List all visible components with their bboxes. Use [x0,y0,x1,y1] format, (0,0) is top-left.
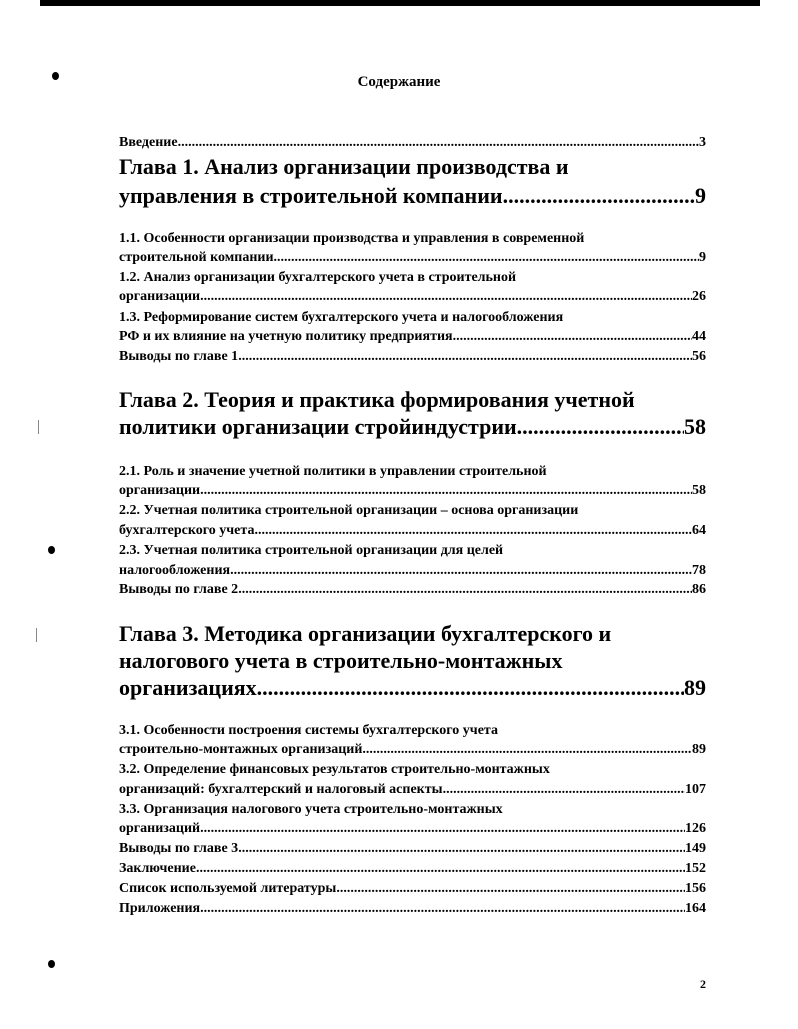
toc-entry-label: Выводы по главе 1 [119,349,239,364]
toc-entry-label: Заключение [119,861,196,876]
toc-section-1-2-title: 1.2. Анализ организации бухгалтерского учета в строительной [119,270,517,285]
toc-page-number: 9 [699,250,706,265]
toc-entry-section-3-2[interactable] [119,780,706,800]
scan-artifact [38,420,39,434]
toc-entry-literature[interactable] [119,879,706,899]
toc-chapter-3-title-cont: налогового учета в строительно-монтажных [119,648,563,673]
toc-section-3-1-title: 3.1. Особенности построения системы бухгалтерского учета [119,723,498,738]
toc-entry-conclusions-2[interactable] [119,580,706,600]
toc-page-number: 149 [685,841,706,856]
toc-entry-section-1-2[interactable] [119,287,706,307]
toc-page-number: 164 [685,901,706,916]
toc-page-number: 78 [692,563,706,578]
toc-section-3-2-title: 3.2. Определение финансовых результатов строительно-монтажных [119,762,550,777]
page-number: 2 [700,977,706,991]
toc-page-number: 64 [692,523,706,538]
toc-chapter-1-title: Глава 1. Анализ организации производства и [119,154,569,179]
toc-entry-section-3-3[interactable] [119,819,706,839]
toc-entry-label: РФ и их влияние на учетную политику предприятия [119,329,453,344]
hole-punch-mark [48,546,55,554]
toc-entry-conclusions-1[interactable] [119,347,706,367]
toc-page-number: 56 [692,349,706,364]
toc-entry-label: управления в строительной компании [119,183,503,208]
toc-chapter-3-title: Глава 3. Методика организации бухгалтерского и [119,621,612,646]
toc-entry-conclusions-3[interactable] [119,839,706,859]
toc-page-number: 156 [685,881,706,896]
toc-page-number: 26 [692,289,706,304]
toc-chapter-2-title: Глава 2. Теория и практика формирования учетной [119,387,635,412]
toc-section-2-3-title: 2.3. Учетная политика строительной организации для целей [119,543,504,558]
toc-entry-label: организации [119,483,201,498]
toc-entry-chapter-2[interactable] [119,412,706,441]
toc-section-1-1-title: 1.1. Особенности организации производства и управления в современной [119,231,585,246]
toc-entry-label: политики организации стройиндустрии [119,414,517,439]
toc-entry-conclusion[interactable] [119,859,706,879]
toc-page-number: 9 [695,183,706,208]
scan-artifact [36,628,37,642]
toc-page-number: 86 [692,582,706,597]
toc-entry-label: Выводы по главе 3 [119,841,239,856]
toc-page-number: 3 [699,135,706,150]
toc-entry-intro[interactable] [119,133,706,153]
scan-border-top [40,0,760,6]
toc-entry-section-1-1[interactable] [119,248,706,268]
toc-entry-section-3-1[interactable] [119,740,706,760]
toc-entry-label: Приложения [119,901,201,916]
toc-page-number: 44 [692,329,706,344]
toc-section-1-3-title: 1.3. Реформирование систем бухгалтерского учета и налогообложения [119,310,564,325]
toc-entry-section-2-1[interactable] [119,481,706,501]
toc-entry-chapter-1[interactable] [119,181,706,210]
toc-page-number: 126 [685,821,706,836]
toc-page-number: 89 [692,742,706,757]
toc-section-2-2-title: 2.2. Учетная политика строительной организации – основа организации [119,503,579,518]
toc-entry-label: организации [119,289,201,304]
toc-entry-label: строительной компании [119,250,274,265]
toc-entry-label: налогообложения [119,563,231,578]
toc-entry-section-1-3[interactable] [119,327,706,347]
toc-entry-label: Введение [119,135,178,150]
page-title: Содержание [357,74,441,90]
toc-entry-appendix[interactable] [119,899,706,919]
toc-section-2-1-title: 2.1. Роль и значение учетной политики в управлении строительной [119,464,547,479]
toc-entry-section-2-2[interactable] [119,521,706,541]
toc-entry-label: строительно-монтажных организаций [119,742,363,757]
toc-page-number: 89 [684,675,706,700]
toc-entry-chapter-3[interactable] [119,673,706,702]
toc-entry-label: организаций [119,821,201,836]
toc-entry-label: Список используемой литературы [119,881,337,896]
toc-entry-label: организаций: бухгалтерский и налоговый аспекты [119,782,443,797]
hole-punch-mark [48,960,55,968]
toc-entry-label: Выводы по главе 2 [119,582,239,597]
toc-page-number: 107 [685,782,706,797]
toc-entry-label: организациях [119,675,257,700]
toc-page-number: 58 [684,414,706,439]
toc-entry-section-2-3[interactable] [119,561,706,581]
toc-page-number: 152 [685,861,706,876]
toc-page-number: 58 [692,483,706,498]
toc-section-3-3-title: 3.3. Организация налогового учета строительно-монтажных [119,802,503,817]
toc-entry-label: бухгалтерского учета [119,523,255,538]
